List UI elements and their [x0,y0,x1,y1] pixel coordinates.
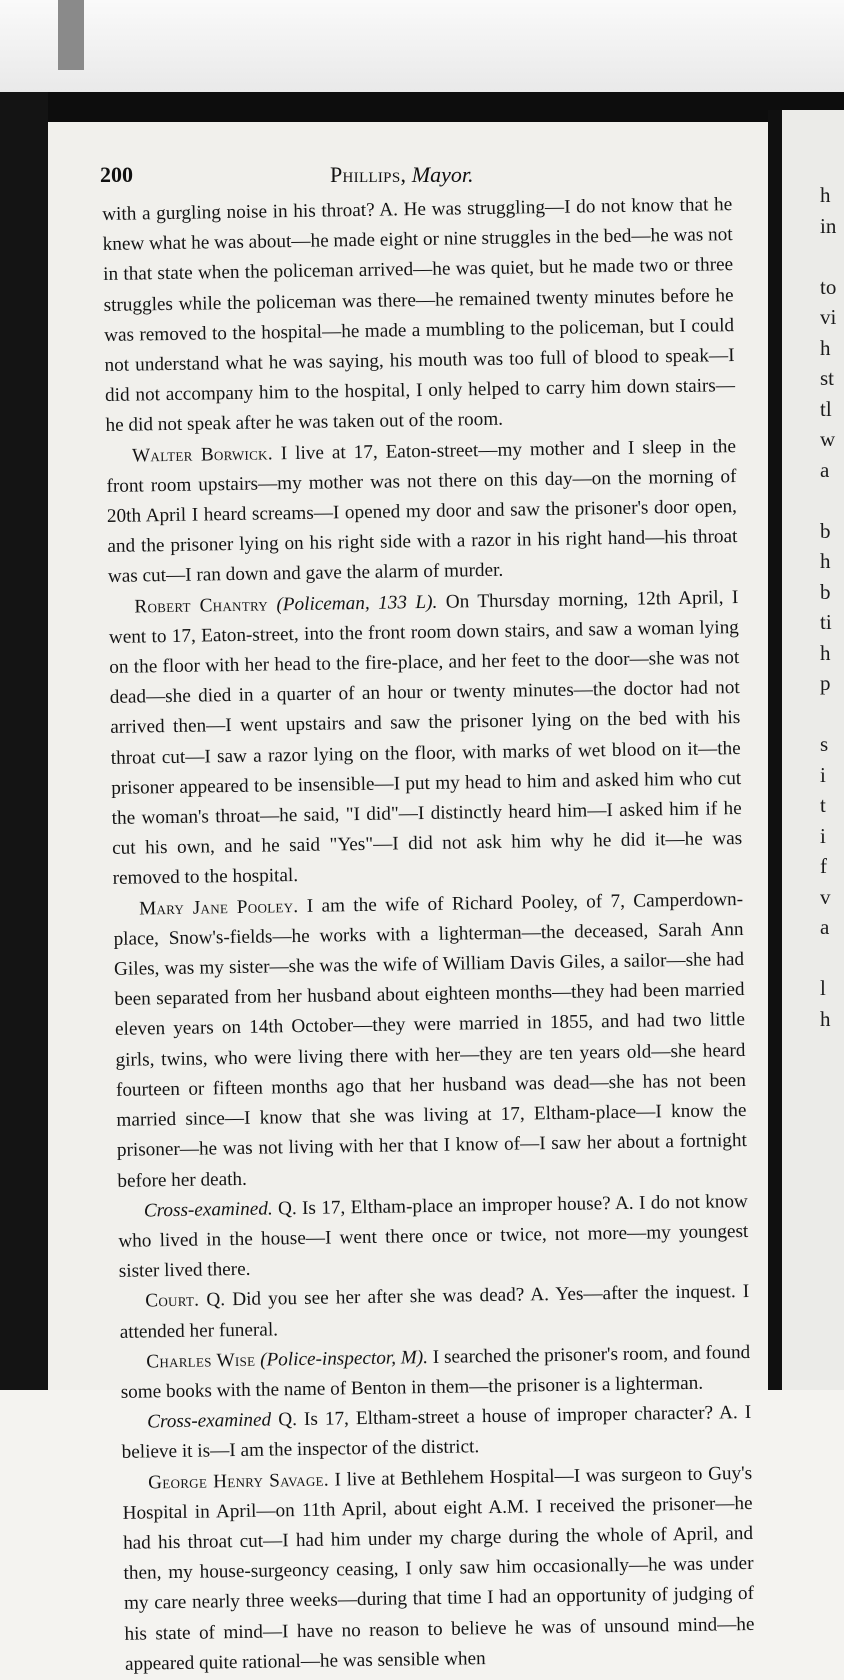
facing-page-fragment: ti [820,610,832,634]
section-label: Cross-examined [147,1409,272,1433]
facing-page-fragment: st [820,366,835,390]
facing-page-fragment: a [820,457,830,482]
facing-page-text-fragments [820,180,844,1431]
scan-clip-shadow [58,0,84,70]
scan-top-edge [0,92,844,122]
speaker-role: (Policeman, 133 L). [276,591,438,615]
facing-page-fragment [820,1034,844,1065]
paragraph-cross-examined-1 [118,1187,749,1287]
facing-page-fragment: h [820,335,831,360]
scan-left-edge [0,92,48,1390]
paragraph-court [119,1277,750,1347]
facing-page-fragment [820,1095,844,1126]
facing-page-fragment: i [820,823,826,848]
page-body [102,190,755,1680]
section-label: Cross-examined. [143,1198,273,1222]
speaker-name: Court. [145,1289,200,1312]
facing-page-fragment: b [820,518,831,543]
speaker-name: George Henry Savage. [147,1469,330,1493]
facing-page-fragment [820,1217,844,1248]
facing-page-fragment [820,699,844,730]
facing-page-fragment: t [820,793,826,817]
facing-page-fragment [820,1126,844,1157]
facing-page-fragment [820,1187,844,1218]
testimony-text: Q. Is 17, Eltham-place an improper house? A. I do not know who lived in the house—I went there once or twice, not more—my youngest sister lived there. [118,1190,749,1282]
running-head-title: Mayor. [411,162,474,187]
facing-page-fragment: v [820,884,831,909]
testimony-text: I live at Bethlehem Hospital—I was surgeon to Guy's Hospital in April—on 11th April, about eight A.M. I received the prisoner—he had his throat cut—I had him under my charge during the whole of April, and then, my house-surgeoncy ceasing, I only saw him occasionally—he was under my care nearly three weeks—during that time I had an opportunity of judging of his state of mind—I have no reason to believe he was of unsound mind—he appeared quite rational—he was sensible when [122,1462,755,1675]
facing-page-fragment: f [820,854,827,878]
facing-page-fragment [820,1248,844,1279]
running-head [330,162,474,188]
paragraph-continuation: with a gurgling noise in his throat? A. He was struggling—I do not know that he knew what he was about—he made eight or nine struggles in the bed—he was not in that state when the policeman arrived—he was quiet, but he made two or three struggles while the policeman was there—he remained twenty minutes before he was removed to the hospital—he made a mumbling to the policeman, but I could not understand what he was saying, his mouth was too full of blood to speak—I did not accompany him to the hospital, I only helped to carry him down stairs—he did not speak after he was taken out of the room. [102,194,736,437]
testimony-text: I searched the prisoner's room, and found some books with the name of Benton in them—the prisoner is a lighterman. [120,1341,751,1403]
paragraph-george-henry-savage [122,1458,755,1679]
speaker-role: (Police-inspector, M). [259,1346,429,1371]
book-page [48,122,768,1675]
running-head-name: Phillips, [330,162,407,187]
facing-page-fragment [820,1156,844,1187]
scan-top-margin [0,0,844,92]
facing-page-fragment: s [820,732,829,756]
testimony-text: Q. Is 17, Eltham-street a house of improper character? A. I believe it is—I am the inspector of the district. [121,1402,752,1464]
paragraph-charles-wise [120,1338,751,1408]
facing-page-fragment: to [820,274,837,299]
facing-page-fragment: i [820,762,826,787]
facing-page-fragment: p [820,671,831,695]
facing-page-fragment: h [820,1006,831,1031]
facing-page-fragment: h [820,549,831,573]
facing-page-fragment [820,1370,844,1401]
facing-page-fragment: b [820,579,831,604]
facing-page-fragment: w [820,427,836,451]
facing-page-fragment [820,1278,844,1309]
page-number: 200 [100,162,133,187]
facing-page-fragment: h [820,640,831,665]
facing-page-fragment: a [820,915,830,939]
facing-page-fragment [820,1309,844,1340]
facing-page-fragment: tl [820,396,832,421]
paragraph-walter-borwick [106,432,738,593]
speaker-name: Walter Borwick. [131,442,274,467]
paragraph-cross-examined-2 [121,1398,752,1468]
testimony-text: On Thursday morning, 12th April, I went to 17, Eaton-street, into the front room down stairs, and saw a woman lying on the floor with her head to the fire-place, and her feet to the door—she was not dead—she died in a quarter of an hour or twenty minutes—the doctor had not arrived then—I went upstairs and saw the prisoner lying on the bed with his throat cut—I saw a razor lying on the floor, with marks of wet blood on it—the prisoner appeared to be insensible—I put my head to him and asked him who cut the woman's throat—he said, "I did"—I distinctly heard him—I asked him if he cut his own, and he said "Yes"—I did not ask him why he did it—he was removed to the hospital. [108,586,743,890]
facing-page-fragment [820,485,844,516]
testimony-text: I live at 17, Eaton-street—my mother and I sleep in the front room upstairs—my mother was not there on this day—on the morning of 20th April I heard screams—I opened my door and saw the prisoner's door open, and the prisoner lying on his right side with a razor in his right hand—his throat was cut—I ran down and gave the alarm of murder. [106,435,738,588]
speaker-name: Charles Wise [146,1349,256,1373]
paragraph-robert-chantry [108,583,743,895]
facing-page-fragment [820,241,844,272]
facing-page-fragment: in [820,213,837,238]
testimony-text: Q. Did you see her after she was dead? A. Yes—after the inquest. I attended her funeral. [119,1281,750,1343]
facing-page-fragment [820,1400,844,1431]
paragraph-mary-jane-pooley [113,885,748,1197]
facing-page-fragment: vi [820,305,837,329]
facing-page-fragment: h [820,183,831,207]
testimony-text: I am the wife of Richard Pooley, of 7, Camperdown-place, Snow's-fields—he works with a lighterman—the deceased, Sarah Ann Giles, was my sister—she was the wife of William Davis Giles, a sailor—she had been separated from her husband about eighteen months—they had been married eleven years on 14th October—they were married in 1855, and had two little girls, twins, who were living there with her—they are ten years old—she heard fourteen or fifteen months ago that her husband was dead—she has not been married since—I know that she was living at 17, Eltham-place—I know the prisoner—he was not living with her that I know of—I saw her about a fortnight before her death. [113,888,748,1192]
book-spine [768,110,782,1390]
facing-page-fragment [820,943,844,974]
facing-page-fragment [820,1339,844,1370]
facing-page-fragment [820,1065,844,1096]
speaker-name: Robert Chantry [134,594,269,618]
speaker-name: Mary Jane Pooley. [138,895,299,920]
facing-page-fragment: l [820,976,826,1000]
